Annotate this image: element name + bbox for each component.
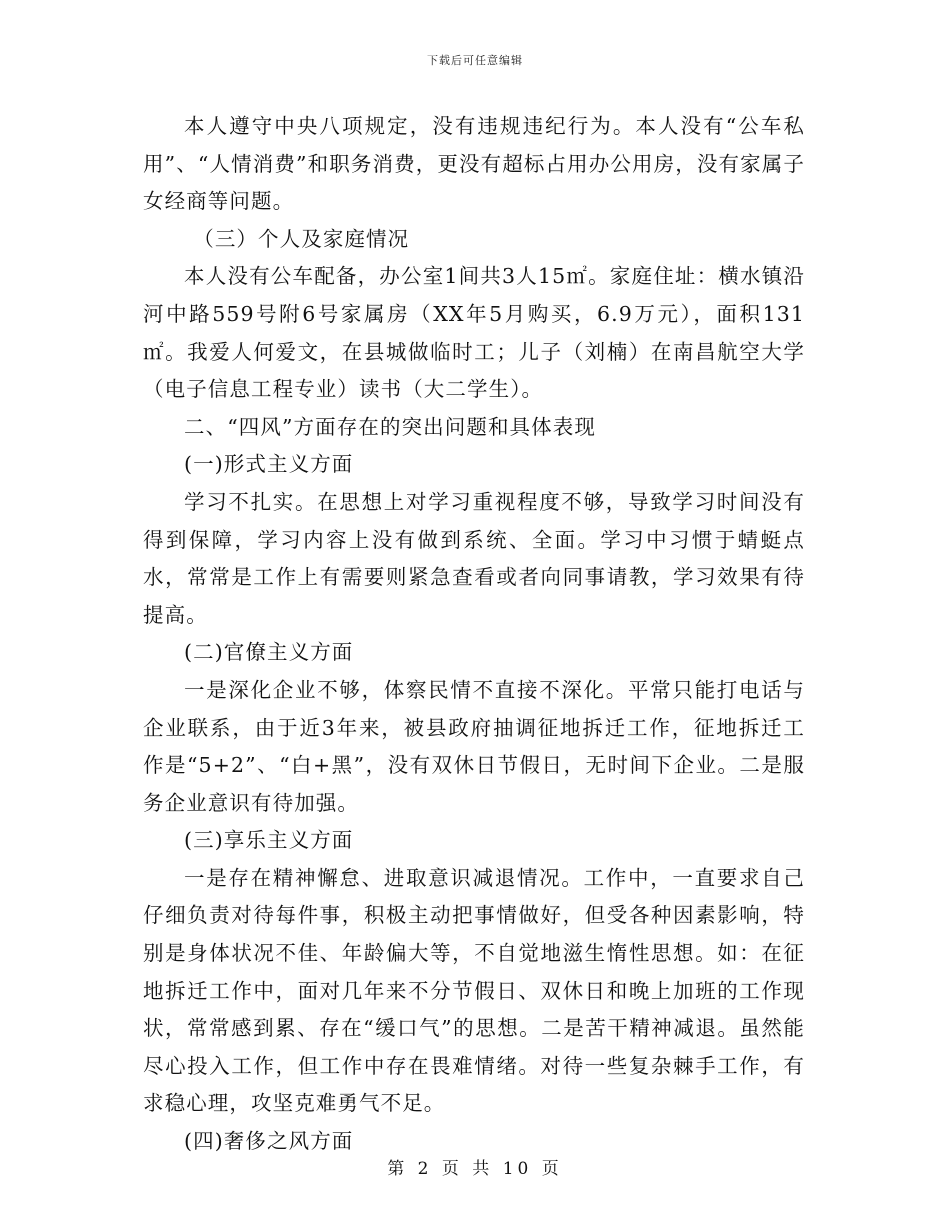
document-body [143, 108, 805, 1161]
page-number: 第 2 页 共 10 页 [387, 1159, 563, 1179]
subheading-hedonism: (三)享乐主义方面 [184, 828, 354, 853]
subheading-extravagance: (四)奢侈之风方面 [184, 1129, 354, 1154]
subheading-formalism: (一)形式主义方面 [184, 452, 354, 477]
paragraph-discipline: 本人遵守中央八项规定，没有违规违纪行为。本人没有“公车私用”、“人情消费”和职务消费，更没有超标占用办公用房，没有家属子女经商等问题。 [143, 114, 805, 214]
paragraph-hedonism: 一是存在精神懈怠、进取意识减退情况。工作中，一直要求自己仔细负责对待每件事，积极主动把事情做好，但受各种因素影响，特别是身体状况不佳、年龄偏大等，不自觉地滋生惰性思想。如：在征地拆迁工作中，面对几年来不分节假日、双休日和晚上加班的工作现状，常常感到累、存在“缓口气”的思想。二是苦干精神减退。虽然能尽心投入工作，但工作中存在畏难情绪。对待一些复杂棘手工作，有求稳心理，攻坚克难勇气不足。 [143, 865, 805, 1116]
section-heading-family: （三）个人及家庭情况 [193, 226, 410, 251]
section-heading-four-winds: 二、“四风”方面存在的突出问题和具体表现 [184, 414, 596, 439]
paragraph-family: 本人没有公车配备，办公室1间共3人15㎡。家庭住址：横水镇沿河中路559号附6号家属房（XX年5月购买，6.9万元），面积131㎡。我爱人何爱文，在县城做临时工；儿子（刘楠）在南昌航空大学（电子信息工程专业）读书（大二学生）。 [143, 264, 805, 402]
paragraph-bureaucracy: 一是深化企业不够，体察民情不直接不深化。平常只能打电话与企业联系，由于近3年来，被县政府抽调征地拆迁工作，征地拆迁工作是“5+2”、“白+黑”，没有双休日节假日，无时间下企业。二是服务企业意识有待加强。 [143, 677, 805, 815]
paragraph-formalism: 学习不扎实。在思想上对学习重视程度不够，导致学习时间没有得到保障，学习内容上没有做到系统、全面。学习中习惯于蜻蜓点水，常常是工作上有需要则紧急查看或者向同事请教，学习效果有待提高。 [143, 489, 805, 627]
subheading-bureaucracy: (二)官僚主义方面 [184, 640, 354, 665]
page-header: 下载后可任意编辑 [427, 54, 523, 67]
